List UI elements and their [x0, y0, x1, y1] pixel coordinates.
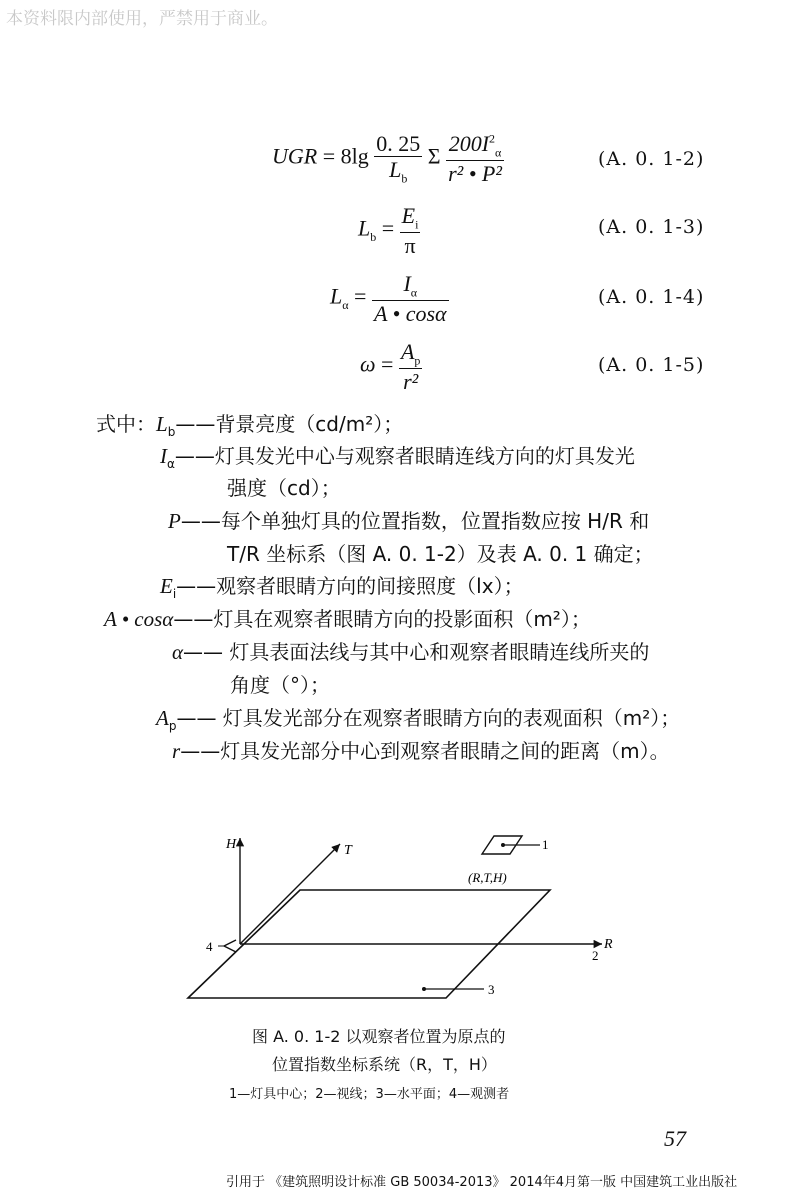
- def-ia: $I_\alpha——$灯具发光中心与观察者眼睛连线方向的灯具发光: [160, 444, 635, 471]
- eq-ugr-frac1: [374, 132, 422, 185]
- callout-4-label: 4: [206, 939, 213, 954]
- axis-h-label: H: [226, 837, 237, 852]
- coordinate-figure: [180, 820, 620, 1010]
- equation-ugr: [272, 132, 504, 185]
- figure-legend: 1—灯具中心；2—视线；3—水平面；4—观测者: [229, 1087, 510, 1102]
- axis-t-line: [240, 844, 340, 944]
- figure-caption-line1: 图 A. 0. 1-2 以观察者位置为原点的: [252, 1027, 506, 1046]
- eq-lb-frac: $\frac{E_i}{\pi}$: [401, 203, 419, 258]
- equation-lb: $L_b$ = $\frac{E_i}{\pi}$: [358, 203, 419, 258]
- eq-ugr-sigma: Σ: [427, 143, 441, 169]
- def-lb: 式中：$L_b——$背景亮度（cd/m²）；: [96, 412, 404, 439]
- eq-ugr-frac2-den: r² • P²: [448, 160, 502, 186]
- def-ei: $E_i——$观察者眼睛方向的间接照度（lx）；: [160, 574, 524, 601]
- def-p: P——每个单独灯具的位置指数，位置指数应按 H/R 和: [168, 509, 650, 533]
- equation-la: $L_\alpha$ = $\frac{I_\alpha}{A • \cos\alpha}$: [330, 271, 447, 326]
- eq-ugr-lhs: UGR: [272, 143, 318, 169]
- eq-number-2: (A. 0. 1-3): [598, 216, 705, 238]
- eq-number-4: (A. 0. 1-5): [598, 354, 705, 376]
- footer-citation: 引用于 《建筑照明设计标准 GB 50034-2013》 2014年4月第一版 中国建筑工业出版社: [226, 1175, 738, 1190]
- watermark: 本资料限内部使用，严禁用于商业。: [6, 9, 278, 29]
- equation-omega: ω = $\frac{A_p}{\text{r²}}$: [360, 339, 421, 394]
- page-number: 57: [664, 1126, 686, 1151]
- point-label: (R,T,H): [468, 870, 507, 885]
- eq-number-3: (A. 0. 1-4): [598, 286, 705, 308]
- def-alpha-cont: 角度（°）；: [230, 673, 330, 697]
- figure-caption-line2: 位置指数坐标系统（R，T，H）: [272, 1055, 497, 1074]
- eq-ugr-frac1-num: 0. 25: [376, 131, 421, 156]
- axis-r-label: R: [604, 937, 613, 952]
- eq-omega-frac: $\frac{A_p}{\text{r²}}$: [400, 339, 421, 394]
- def-ia-cont: 强度（cd）；: [227, 476, 341, 500]
- eq-la-frac: $\frac{I_\alpha}{A • \cos\alpha}$: [373, 271, 447, 326]
- def-alpha: α—— 灯具表面法线与其中心和观察者眼睛连线所夹的: [172, 640, 650, 664]
- def-ap: $A_p——$ 灯具发光部分在观察者眼睛方向的表观面积（m²）；: [156, 706, 681, 733]
- observer-eye-icon: [224, 940, 236, 952]
- eq-number-1: (A. 0. 1-2): [598, 148, 705, 170]
- def-acos: A • cosα——灯具在观察者眼睛方向的投影面积（m²）；: [104, 607, 591, 631]
- eq-ugr-frac2-num: $200I^2_\alpha$: [446, 132, 504, 161]
- def-p-cont: T/R 坐标系（图 A. 0. 1-2）及表 A. 0. 1 确定；: [227, 542, 654, 566]
- eq-ugr-coef: = 8lg: [322, 143, 369, 169]
- callout-2-label: 2: [592, 948, 599, 963]
- eq-ugr-frac2: [446, 132, 504, 185]
- callout-3-label: 3: [488, 982, 495, 997]
- def-r: r——灯具发光部分中心到观察者眼睛之间的距离（m）。: [172, 739, 670, 763]
- eq-ugr-frac1-den: $L_b$: [389, 157, 408, 186]
- axis-t-label: T: [344, 843, 352, 858]
- callout-1-label: 1: [542, 837, 549, 852]
